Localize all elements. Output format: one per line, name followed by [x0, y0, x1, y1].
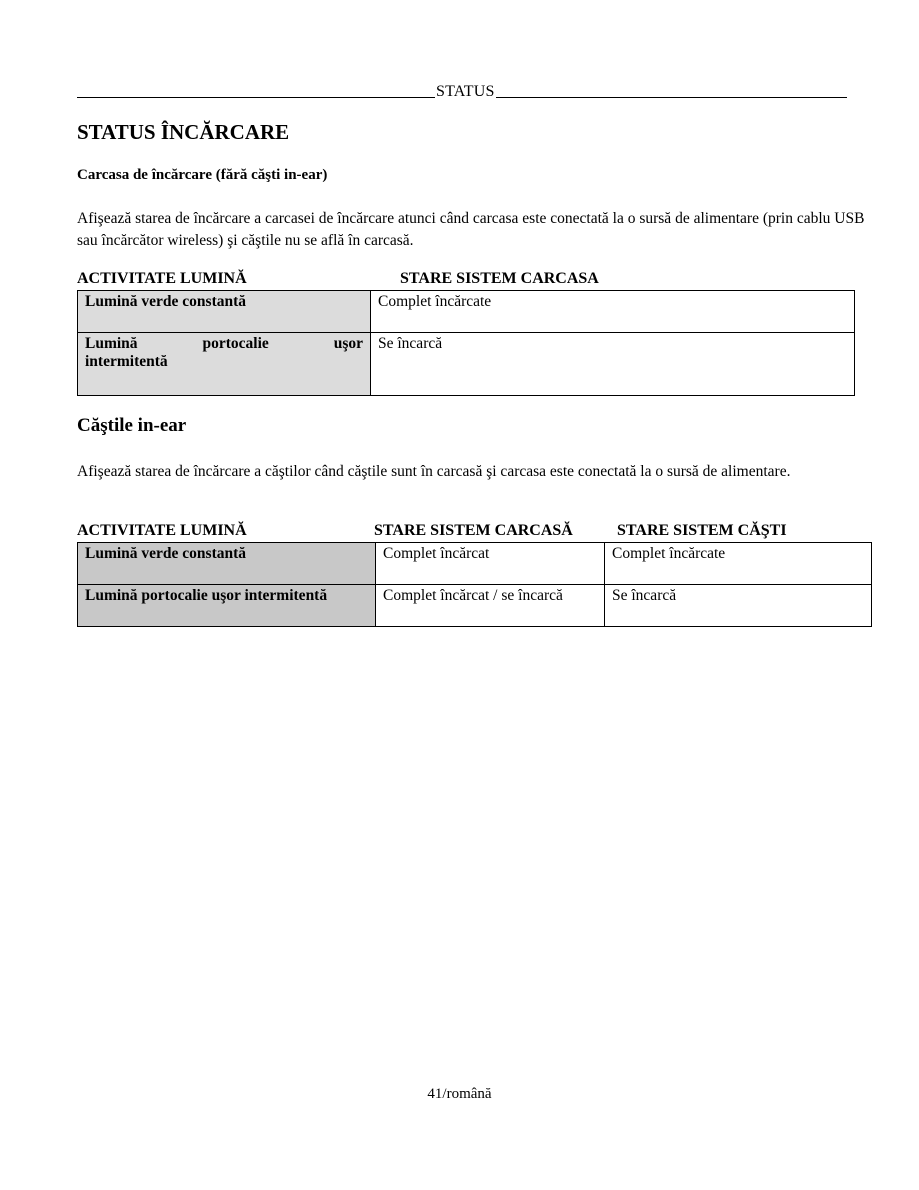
table-cell-case: Complet încărcat	[376, 543, 605, 585]
table-row	[78, 333, 855, 396]
table-cell-light: Lumină verde constantă	[78, 291, 371, 333]
word: portocalie	[202, 335, 269, 352]
section1-paragraph: Afişează starea de încărcare a carcasei de încărcare atunci când carcasa este conectată la o sursă de alimentare (prin cablu USB sau încărcător wireless) şi căştile nu se află în carcasă.	[77, 210, 865, 249]
word: Lumină	[85, 335, 138, 352]
word: uşor	[333, 335, 363, 352]
table-cell-state: Complet încărcate	[371, 291, 855, 333]
table-cell-earbuds: Se încarcă	[605, 585, 872, 627]
table-cell-light: Lumină portocalie uşor intermitentă	[78, 585, 376, 627]
header-label: STATUS	[436, 83, 495, 100]
section2-paragraph: Afişează starea de încărcare a căştilor când căştile sunt în carcasă şi carcasa este conectată la o sursă de alimentare.	[77, 463, 791, 480]
table-cell-light: Lumină verde constantă	[78, 543, 376, 585]
table-case-status	[77, 290, 855, 396]
table1-col-head-case: STARE SISTEM CARCASA	[400, 270, 599, 287]
running-header	[77, 80, 847, 100]
table-earbuds-status	[77, 542, 872, 627]
table1-col-head-light: ACTIVITATE LUMINĂ	[77, 270, 247, 287]
table2-col-head-light: ACTIVITATE LUMINĂ	[77, 522, 247, 539]
section1-subtitle: Carcasa de încărcare (fără căşti in-ear)	[77, 167, 328, 183]
header-rule-right	[496, 97, 847, 98]
section2-title: Căştile in-ear	[77, 415, 187, 436]
table-cell-case: Complet încărcat / se încarcă	[376, 585, 605, 627]
page-title: STATUS ÎNCĂRCARE	[77, 120, 290, 144]
table-row	[78, 543, 872, 585]
line-rest: intermitentă	[85, 353, 168, 370]
table-row	[78, 585, 872, 627]
table2-col-head-case: STARE SISTEM CARCASĂ	[374, 522, 573, 539]
table-cell-light	[78, 333, 371, 396]
header-rule-left	[77, 97, 435, 98]
page-number: 41/română	[427, 1086, 492, 1102]
table-row	[78, 291, 855, 333]
justified-line	[85, 335, 363, 353]
table2-col-head-earbuds: STARE SISTEM CĂŞTI	[617, 522, 787, 539]
table-cell-earbuds: Complet încărcate	[605, 543, 872, 585]
table-cell-state: Se încarcă	[371, 333, 855, 396]
